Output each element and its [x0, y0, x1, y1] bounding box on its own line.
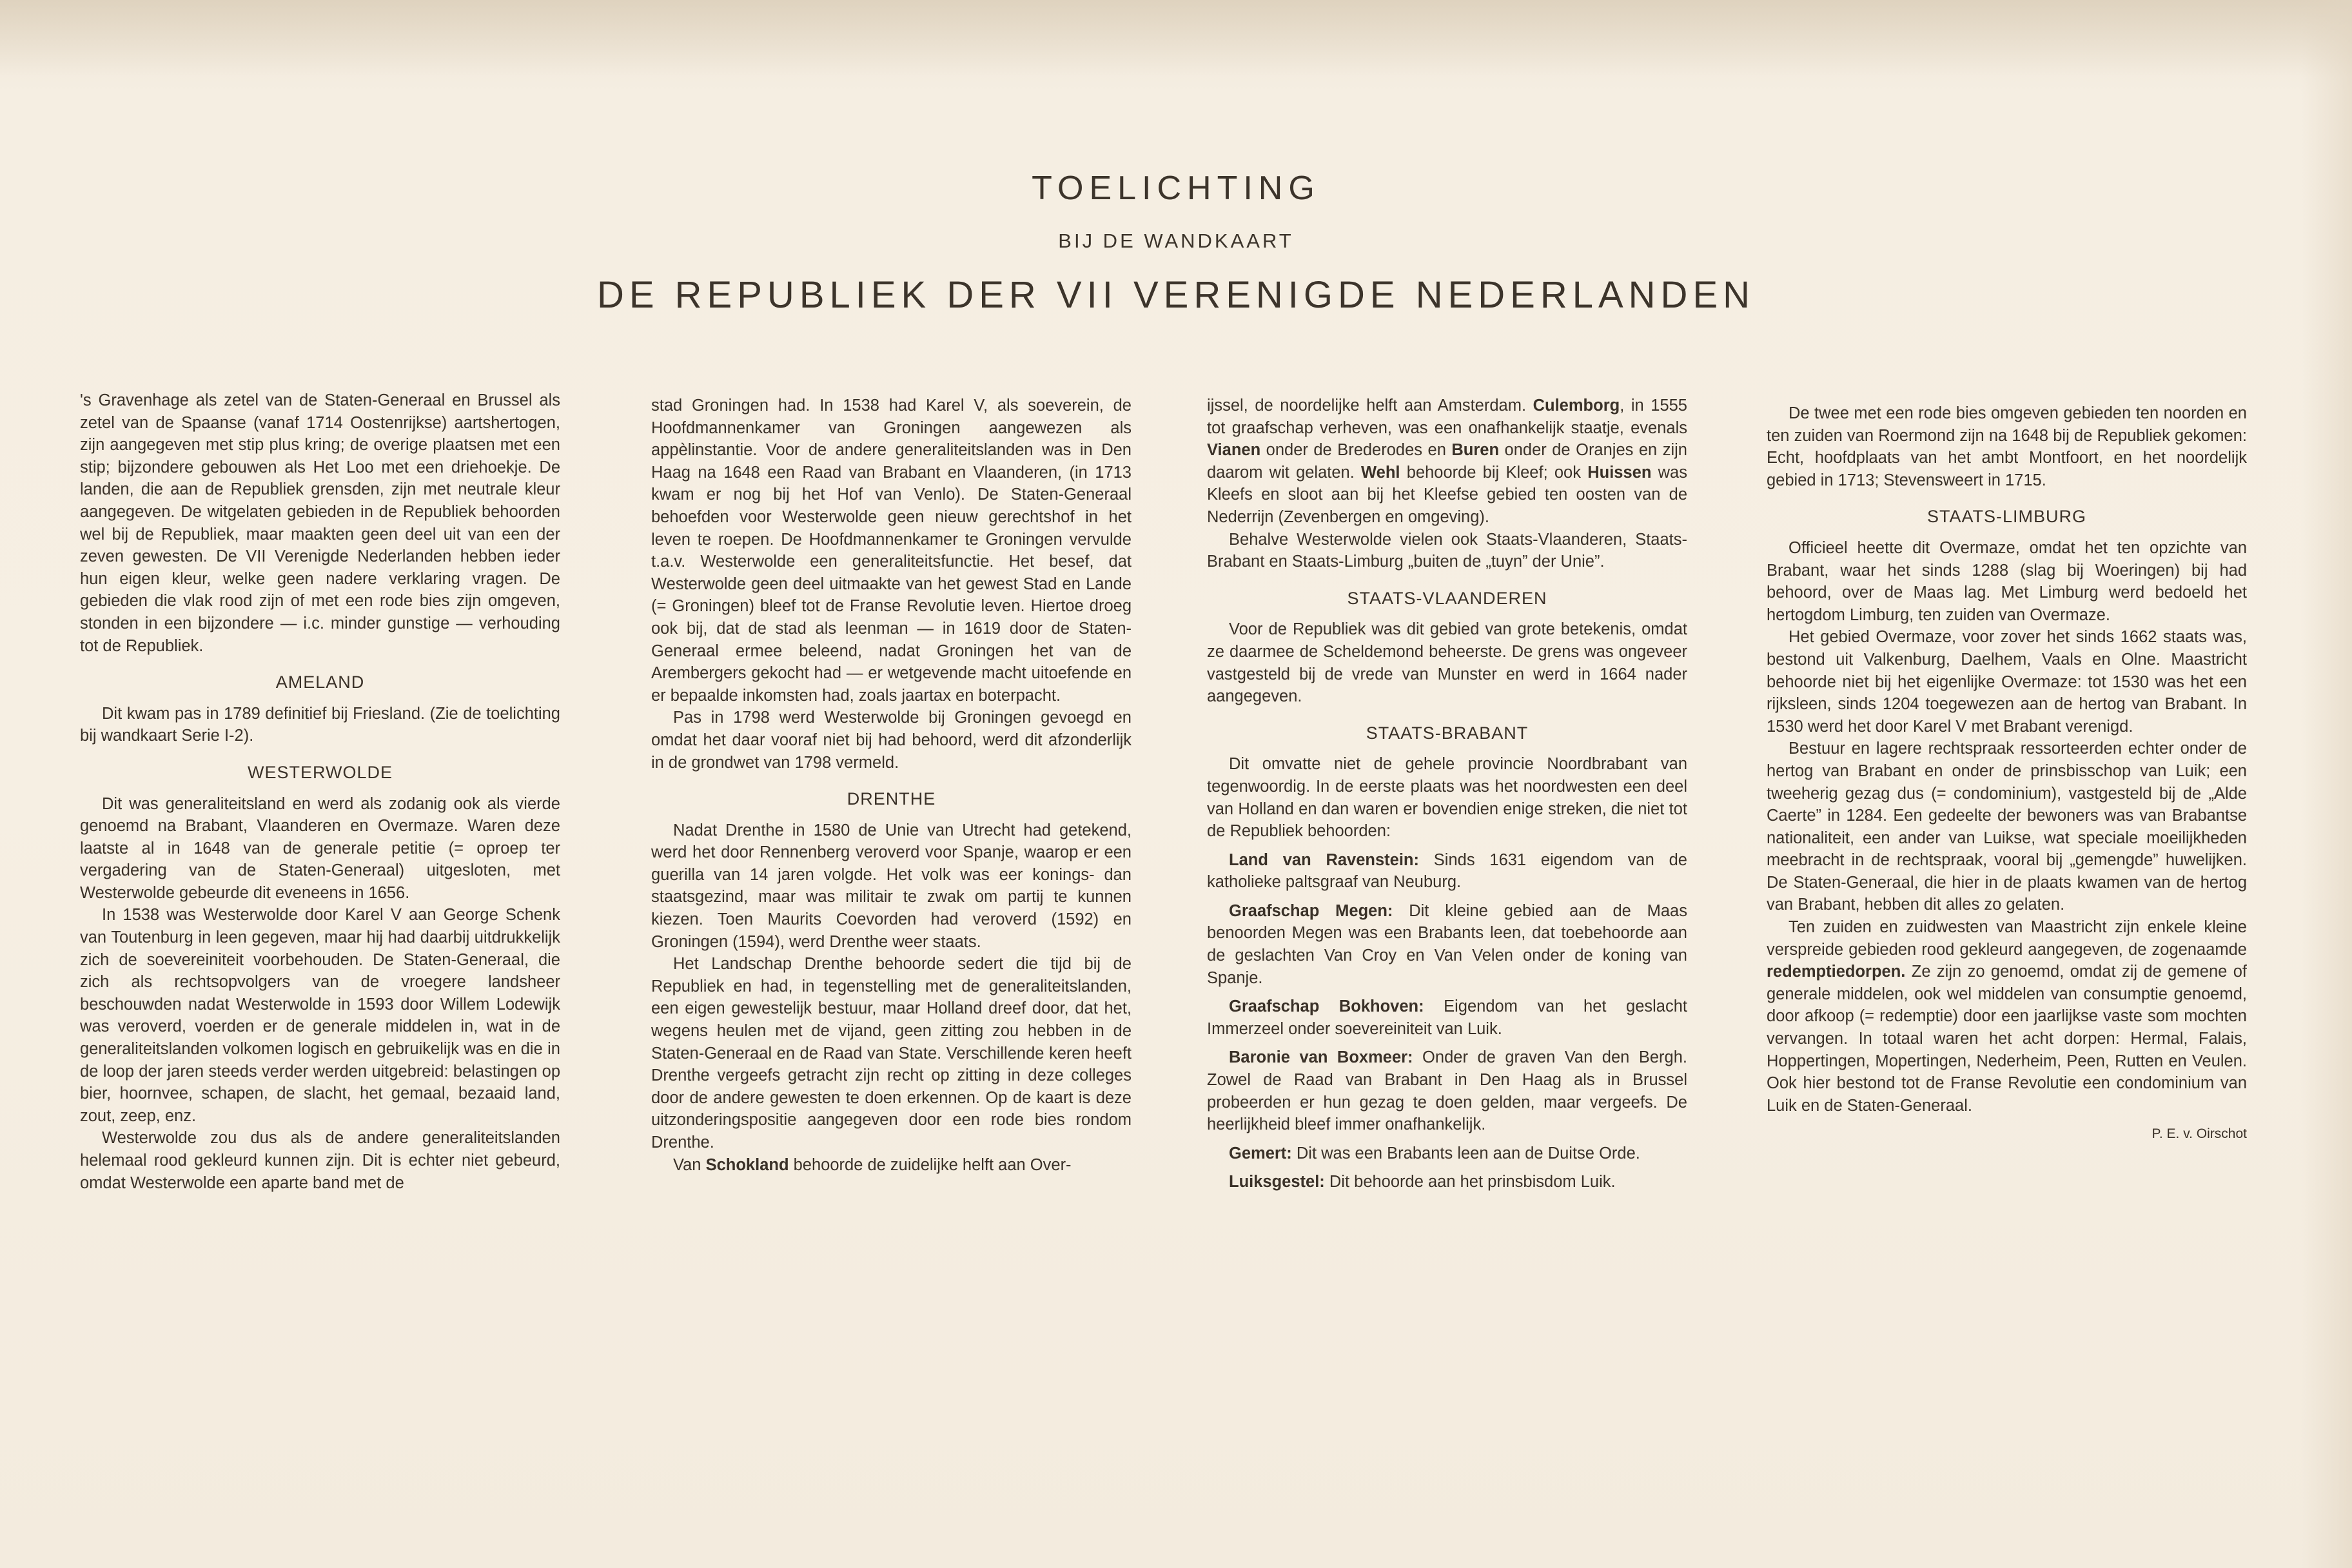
text-column-4 — [1767, 402, 2247, 1146]
westerwolde-paragraph-2: In 1538 was Westerwolde door Karel V aan George Schenk van Toutenburg in leen gegeven, maar hij had daarbij uitdrukkelijk zich de soevereiniteit voorbehouden. De Staten-Generaal, die zich als rechtsopvolgers van de vroegere landsheer beschouwden nadat Westerwolde in 1593 door Willem Lodewijk was veroverd, voerden er de generale middelen in, wat in de generaliteitslanden volkomen logisch en gebruikelijk was en die in de loop der jaren steeds verder werden uitgebreid: belastingen op bier, hoornvee, schapen, de slacht, het gemaal, bezaaid land, zout, zeep, enz. — [80, 906, 560, 1125]
text-run: onder de Brederodes en — [1260, 441, 1452, 460]
entry-name: Luiksgestel: — [1229, 1173, 1325, 1191]
intro-paragraph: 's Gravenhage als zetel van de Staten-Generaal en Brussel als zetel van de Spaanse (vanaf 1714 Oostenrijkse) aartshertogen, zijn aangegeven met stip plus kring; de overige plaatsen met een stip; bijzondere gebouwen als Het Loo met een driehoekje. De landen, die aan de Republiek grensden, zijn met neutrale kleur aangegeven. De witgelaten gebieden in de Republiek behoorden wel bij de Republiek, maar maakten geen deel uit van een der zeven gewesten. De VII Verenigde Nederlanden hebben ieder hun eigen kleur, welke geen nadere verklaring vragen. De gebieden die vlak rood zijn of met een rode bies zijn omgeven, stonden in een bijzondere — i.c. minder gunstige — verhouding tot de Republiek. — [80, 391, 560, 655]
staats-limburg-paragraph-3: Bestuur en lagere rechtspraak ressorteerden echter onder de hertog van Brabant en onder de prinsbisschop van Luik; een tweeherig gezag dus (= condominium), vastgesteld bij de „Alde Caerte” in 1284. Een gedeelte der bewoners was van Brabantse nationaliteit, een ander van Luikse, wat speciale moeilijkheden meebracht in de rechtspraak, vooral bij „gemengde” huwelijken. De Staten-Generaal, die hier in de plaats kwamen van de hertog van Brabant, hebben dit alles zo gelaten. — [1767, 740, 2247, 914]
section-heading-ameland: AMELAND — [275, 672, 365, 692]
entry-text: Eigendom van het geslacht Immerzeel onder soevereiniteit van Luik. — [1207, 997, 1687, 1038]
text-run: was Kleefs en sloot aan bij het Kleefse gebied ten oosten van de Nederrijn (Zevenbergen en omgeving). — [1207, 463, 1687, 526]
entry-boxmeer — [1207, 1046, 1687, 1135]
section-heading-westerwolde: WESTERWOLDE — [247, 762, 393, 782]
entry-text: Dit was een Brabants leen aan de Duitse Orde. — [1291, 1144, 1640, 1162]
bold-place-name: Huissen — [1587, 463, 1652, 482]
westerwolde-paragraph-1: Dit was generaliteitsland en werd als zodanig ook als vierde genoemd na Brabant, Vlaanderen en Overmaze. Waren deze laatste al in 1648 van de generale petitie (= oproep ter vergadering van de Staten-Generaal) uitgesloten, met Westerwolde gebeurde dit eveneens in 1656. — [80, 794, 560, 902]
staats-brabant-paragraph: Dit omvatte niet de gehele provincie Noordbrabant van tegenwoordig. In de eerste plaats was het noordwesten een deel van Holland en dan waren er bovendien enige streken, die niet tot de Republiek behoorden: — [1207, 755, 1687, 841]
text-run: behoorde bij Kleef; ook — [1400, 463, 1588, 482]
section-heading-staats-vlaanderen: STAATS-VLAANDEREN — [1347, 588, 1547, 608]
westerwolde-continued-paragraph: stad Groningen had. In 1538 had Karel V, als soeverein, de Hoofdmannenkamer van Groningen aangewezen als appèlinstantie. Voor de andere generaliteitslanden was in Den Haag na 1648 een Raad van Brabant en Vlaanderen, (in 1713 kwam er nog bij het Hof van Venlo). De Staten-Generaal behoefden voor Westerwolde geen nieuw gerechtshof in het leven te roepen. De Hoofdmannenkamer te Groningen vervulde t.a.v. Westerwolde een generaliteitsfunctie. Het besef, dat Westerwolde geen deel uitmaakte van het gewest Stad en Lande (= Groningen) bleef tot de Franse Revolutie leven. Hiertoe droeg ook bij, dat de stad als leenman — in 1619 door de Staten-Generaal ermee beleend, nadat Groningen het van de Arembergers gekocht had — er wetgevende macht uitoefende en er bepaalde inkomsten had, zoals jaartax en boterpacht. — [651, 397, 1132, 705]
bold-place-name: Culemborg — [1533, 397, 1620, 415]
staats-limburg-paragraph-2: Het gebied Overmaze, voor zover het sinds 1662 staats was, bestond uit Valkenburg, Daelhem, Vaals en Olne. Maastricht behoorde niet bij het eigenlijke Overmaze: tot 1530 was het een rijksleen, sinds 1204 toegewezen aan de hertog van Brabant. In 1530 werd het door Karel V met Brabant verenigd. — [1767, 628, 2247, 736]
text-run: Ten zuiden en zuidwesten van Maastricht zijn enkele kleine verspreide gebieden rood gekleurd aangegeven, de zogenaamde — [1767, 918, 2247, 959]
entry-text: Sinds 1631 eigendom van de katholieke paltsgraaf van Neuburg. — [1207, 850, 1687, 892]
bold-place-name: Buren — [1451, 441, 1500, 460]
entry-name: Baronie van Boxmeer: — [1229, 1048, 1413, 1067]
bold-place-name: Schokland — [705, 1155, 789, 1174]
entry-text: Dit behoorde aan het prinsbisdom Luik. — [1324, 1173, 1616, 1191]
roermond-paragraph: De twee met een rode bies omgeven gebieden ten noorden en ten zuiden van Roermond zijn na 1648 bij de Republiek gekomen: Echt, hoofdplaats van het ambt Montfoort, en het noordelijk gebied in 1713; Stevensweert in 1715. — [1767, 404, 2247, 489]
text-column-1 — [80, 389, 560, 1194]
entry-megen — [1207, 900, 1687, 989]
author-signature: P. E. v. Oirschot — [2151, 1126, 2247, 1142]
generality-lands-paragraph: Behalve Westerwolde vielen ook Staats-Vlaanderen, Staats-Brabant en Staats-Limburg „buiten de „tuyn” der Unie”. — [1207, 530, 1687, 571]
bold-place-name: Wehl — [1361, 463, 1400, 482]
text-run: ijssel, de noordelijke helft aan Amsterdam. — [1207, 397, 1533, 415]
entry-name: Land van Ravenstein: — [1229, 850, 1419, 869]
document-title: TOELICHTING — [1032, 170, 1320, 207]
text-run: , in 1555 tot graafschap verheven, was een onafhankelijk staatje, evenals — [1207, 397, 1687, 437]
entry-text: Dit kleine gebied aan de Maas benoorden Megen was een Brabants leen, dat toebehoorde aan de geslachten Van Croy en Van Velen onder de koning van Spanje. — [1207, 901, 1687, 987]
entry-name: Graafschap Megen: — [1229, 901, 1393, 920]
paper-shadow — [0, 0, 2352, 77]
section-heading-staats-brabant: STAATS-BRABANT — [1366, 723, 1529, 743]
schokland-paragraph — [651, 1154, 1132, 1177]
bold-term: redemptiedorpen. — [1767, 963, 1906, 981]
staats-limburg-paragraph-1: Officieel heette dit Overmaze, omdat het ten opzichte van Brabant, waar het sinds 1288 (slag bij Woeringen) bij had behoord, over de Maas lag. Met Limburg werd bedoeld het hertogdom Limburg, ten zuiden van Overmaze. — [1767, 538, 2247, 624]
section-heading-drenthe: DRENTHE — [847, 789, 936, 809]
westerwolde-paragraph-3: Westerwolde zou dus als de andere generaliteitslanden helemaal rood gekleurd kunnen zijn. Dit is echter niet gebeurd, omdat Westerwolde een aparte band met de — [80, 1129, 560, 1192]
entry-gemert — [1207, 1142, 1687, 1165]
entry-name: Gemert: — [1229, 1144, 1292, 1162]
staats-vlaanderen-paragraph: Voor de Republiek was dit gebied van grote betekenis, omdat ze daarmee de Scheldemond beheerste. De grens was ongeveer vastgesteld bij de vrede van Munster en werd in 1664 nader aangegeven. — [1207, 620, 1687, 706]
document-subtitle: BIJ DE WANDKAART — [1058, 230, 1294, 252]
section-heading-staats-limburg: STAATS-LIMBURG — [1926, 507, 2087, 527]
entry-luiksgestel — [1207, 1171, 1687, 1193]
westerwolde-1798-paragraph: Pas in 1798 werd Westerwolde bij Groningen gevoegd en omdat het daar vooraf niet bij had behoord, werd dit afzonderlijk in de grondwet van 1798 vermeld. — [651, 709, 1132, 772]
text-run: Ze zijn zo genoemd, omdat zij de gemene of generale middelen, ook wel middelen van consumptie genoemd, door afkoop (= redemptie) door een jaarlijkse vaste som mochten vervangen. In totaal waren het acht dorpen: Hermal, Falais, Hoppertingen, Mopertingen, Nederheim, Peen, Rutten en Veulen. Ook hier bestond tot de Franse Revolutie een condominium van Luik en de Staten-Generaal. — [1767, 963, 2247, 1115]
text-column-3 — [1207, 395, 1687, 1193]
drenthe-paragraph-2: Het Landschap Drenthe behoorde sedert die tijd bij de Republiek en had, in tegenstelling met de generaliteitslanden, een eigen gewestelijk bestuur, maar Holland dreef door, dat het, wegens heulen met de vijand, geen zitting zou hebben in de Staten-Generaal en de Raad van State. Verschillende keren heeft Drenthe vergeefs getracht zijn recht op zitting in deze colleges door de andere gewesten te doen erkennen. Op de kaart is deze uitzonderingspositie aangegeven door een rode bies rondom Drenthe. — [651, 955, 1132, 1152]
entry-name: Graafschap Bokhoven: — [1229, 997, 1424, 1016]
entry-ravenstein — [1207, 849, 1687, 894]
text-run: onder de Oranjes en zijn daarom wit gelaten. — [1207, 441, 1687, 482]
entry-bokhoven — [1207, 995, 1687, 1040]
text-run: Van — [673, 1155, 706, 1174]
drenthe-paragraph-1: Nadat Drenthe in 1580 de Unie van Utrecht had getekend, werd het door Rennenberg veroverd voor Spanje, waarop er een guerilla van 14 jaren volgde. Het volk was eer konings- dan staatsgezind, maar was militair te zwak om partij te kunnen kiezen. Toen Maurits Coevorden had veroverd (1592) en Groningen (1594), werd Drenthe weer staats. — [651, 821, 1132, 951]
entry-text: Onder de graven Van den Bergh. Zowel de Raad van Brabant in Den Haag als in Brussel probeerden er hun gezag te doen gelden, maar vergeefs. De heerlijkheid bleef immer onafhankelijk. — [1207, 1048, 1687, 1134]
redemptiedorpen-paragraph — [1767, 916, 2247, 1117]
text-run: behoorde de zuidelijke helft aan Over- — [789, 1155, 1072, 1174]
ameland-paragraph: Dit kwam pas in 1789 definitief bij Friesland. (Zie de toelichting bij wandkaart Serie I-2). — [80, 704, 560, 745]
bold-place-name: Vianen — [1207, 441, 1261, 460]
text-column-2 — [651, 395, 1132, 1176]
enclaves-paragraph — [1207, 395, 1687, 529]
document-main-title: DE REPUBLIEK DER VII VERENIGDE NEDERLANDEN — [596, 274, 1756, 316]
